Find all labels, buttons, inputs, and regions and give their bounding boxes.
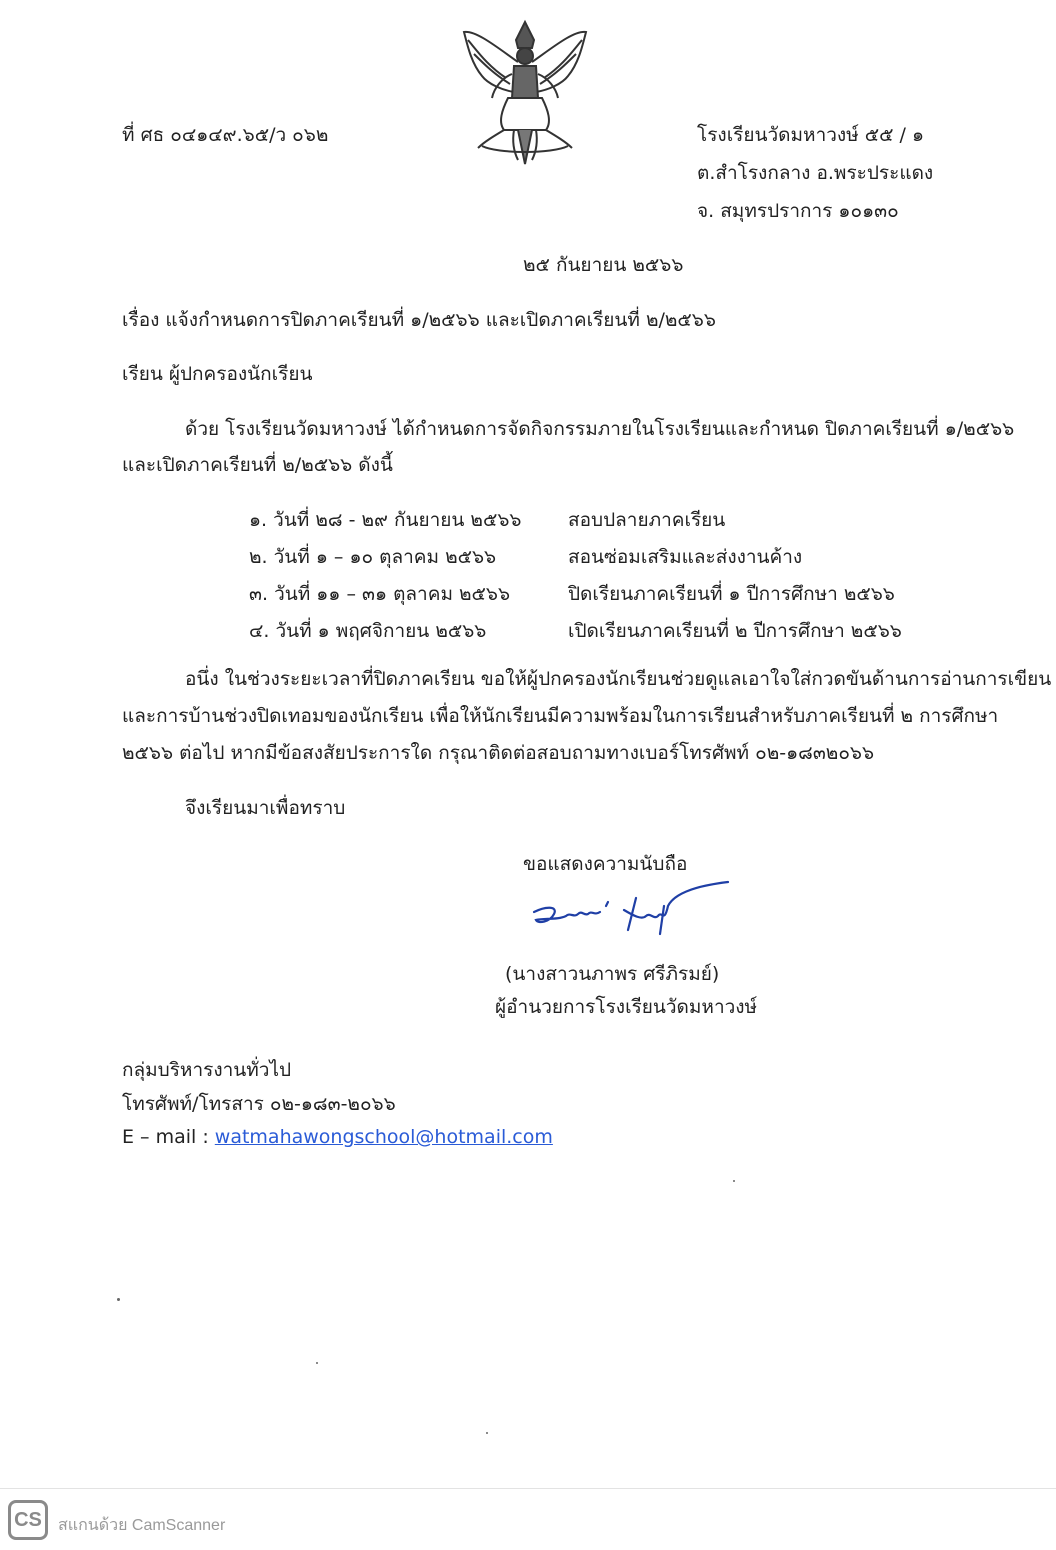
scan-speck bbox=[117, 1298, 120, 1301]
signatory-position: ผู้อำนวยการโรงเรียนวัดมหาวงษ์ bbox=[495, 996, 758, 1018]
phone-fax: โทรศัพท์/โทรสาร ๐๒-๑๘๓-๒๐๖๖ bbox=[122, 1093, 396, 1115]
paragraph-2-line-1: อนึ่ง ในช่วงระยะเวลาที่ปิดภาคเรียน ขอให้ผู้ปกครองนักเรียนช่วยดูแลเอาใจใส่กวดขันด้านการอ่านการเขียน bbox=[185, 668, 1052, 690]
scan-speck bbox=[733, 1180, 735, 1182]
scan-speck bbox=[486, 1432, 488, 1434]
school-address-line-3: จ. สมุทรปราการ ๑๐๑๓๐ bbox=[697, 200, 899, 222]
camscanner-watermark-text: สแกนด้วย CamScanner bbox=[58, 1517, 226, 1534]
schedule-item-4-date: ๔. วันที่ ๑ พฤศจิกายน ๒๕๖๖ bbox=[249, 620, 487, 642]
letter-subject: เรื่อง แจ้งกำหนดการปิดภาคเรียนที่ ๑/๒๕๖๖ และเปิดภาคเรียนที่ ๒/๒๕๖๖ bbox=[122, 309, 716, 331]
schedule-item-2-activity: สอนซ่อมเสริมและส่งงานค้าง bbox=[568, 546, 803, 568]
paragraph-2-line-3: ๒๕๖๖ ต่อไป หากมีข้อสงสัยประการใด กรุณาติดต่อสอบถามทางเบอร์โทรศัพท์ ๐๒-๑๘๓๒๐๖๖ bbox=[122, 742, 875, 764]
scan-speck bbox=[316, 1362, 318, 1364]
school-address-line-2: ต.สำโรงกลาง อ.พระประแดง bbox=[697, 162, 934, 184]
reference-number: ที่ ศธ ๐๔๑๔๙.๖๕/ว ๐๖๒ bbox=[122, 124, 329, 146]
signatory-name: (นางสาวนภาพร ศรีภิรมย์) bbox=[505, 963, 720, 985]
schedule-item-4-activity: เปิดเรียนภาคเรียนที่ ๒ ปีการศึกษา ๒๕๖๖ bbox=[568, 620, 902, 642]
watermark-divider bbox=[0, 1488, 1056, 1489]
camscanner-logo-icon: CS bbox=[8, 1500, 48, 1540]
email-link[interactable]: watmahawongschool@hotmail.com bbox=[214, 1126, 553, 1148]
handwritten-signature bbox=[524, 876, 734, 946]
email-row bbox=[122, 1128, 553, 1147]
schedule-item-1-activity: สอบปลายภาคเรียน bbox=[568, 509, 726, 531]
paragraph-2-line-2: และการบ้านช่วงปิดเทอมของนักเรียน เพื่อให้นักเรียนมีความพร้อมในการเรียนสำหรับภาคเรียนที่ ๒ การศึกษา bbox=[122, 705, 999, 727]
letter-salutation: เรียน ผู้ปกครองนักเรียน bbox=[122, 363, 313, 385]
schedule-item-3-activity: ปิดเรียนภาคเรียนที่ ๑ ปีการศึกษา ๒๕๖๖ bbox=[568, 583, 895, 605]
department-name: กลุ่มบริหารงานทั่วไป bbox=[122, 1059, 292, 1081]
paragraph-1-line-2: และเปิดภาคเรียนที่ ๒/๒๕๖๖ ดังนี้ bbox=[122, 454, 393, 476]
regards-text: ขอแสดงความนับถือ bbox=[523, 853, 688, 875]
paragraph-1-line-1: ด้วย โรงเรียนวัดมหาวงษ์ ได้กำหนดการจัดกิจกรรมภายในโรงเรียนและกำหนด ปิดภาคเรียนที่ ๑/๒๕๖๖ bbox=[185, 418, 1015, 440]
closing-line: จึงเรียนมาเพื่อทราบ bbox=[185, 797, 346, 819]
schedule-item-3-date: ๓. วันที่ ๑๑ – ๓๑ ตุลาคม ๒๕๖๖ bbox=[249, 583, 511, 605]
schedule-item-1-date: ๑. วันที่ ๒๘ - ๒๙ กันยายน ๒๕๖๖ bbox=[249, 509, 522, 531]
schedule-item-2-date: ๒. วันที่ ๑ – ๑๐ ตุลาคม ๒๕๖๖ bbox=[249, 546, 497, 568]
school-address-line-1: โรงเรียนวัดมหาวงษ์ ๕๕ / ๑ bbox=[697, 124, 925, 146]
letter-date: ๒๕ กันยายน ๒๕๖๖ bbox=[523, 254, 684, 276]
garuda-emblem-icon bbox=[458, 18, 592, 166]
email-label: E – mail : bbox=[122, 1126, 209, 1148]
